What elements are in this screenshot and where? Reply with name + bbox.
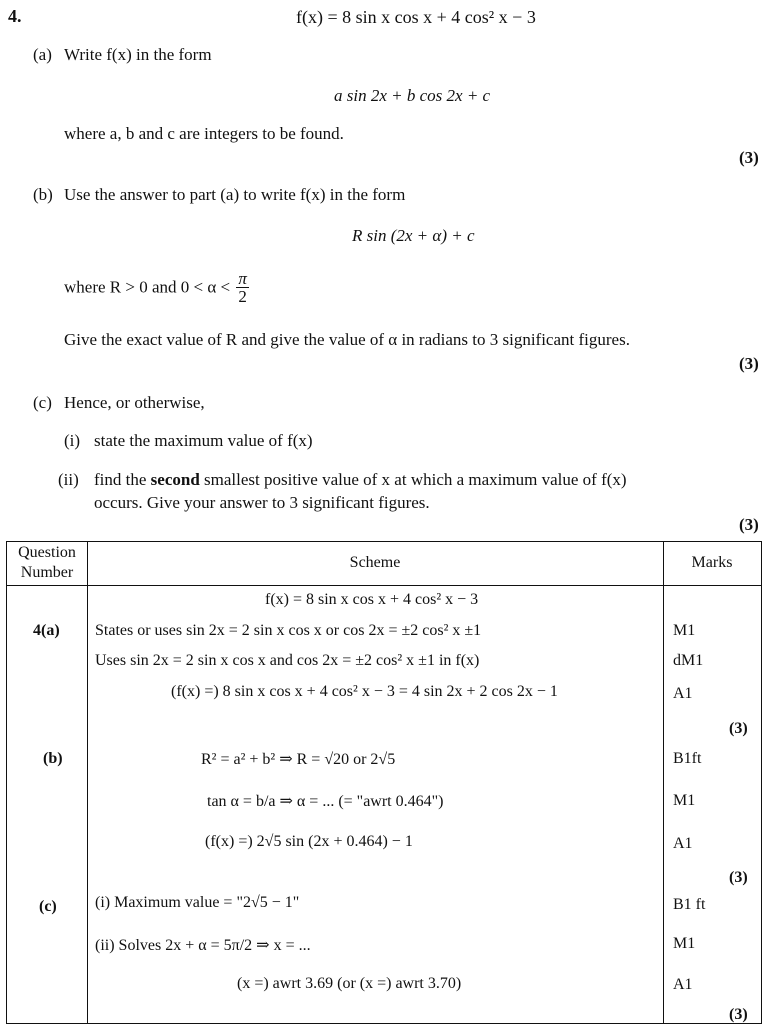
fraction-numerator: π bbox=[238, 269, 247, 288]
function-definition: f(x) = 8 sin x cos x + 4 cos² x − 3 bbox=[296, 7, 536, 27]
part-a-label: (a) bbox=[33, 45, 52, 64]
part-c-label: (c) bbox=[33, 393, 52, 412]
scheme-line-c1: (i) Maximum value = "2√5 − 1" bbox=[95, 894, 300, 911]
row-qnum-c: (c) bbox=[39, 898, 57, 915]
row-qnum-b: (b) bbox=[43, 750, 63, 767]
part-a-form: a sin 2x + b cos 2x + c bbox=[334, 86, 491, 105]
mark-b3: A1 bbox=[673, 835, 693, 852]
mark-a-total: (3) bbox=[729, 720, 748, 737]
scheme-line-b1: R² = a² + b² ⇒ R = √20 or 2√5 bbox=[201, 751, 396, 768]
mark-b1: B1ft bbox=[673, 750, 702, 767]
mark-a3: A1 bbox=[673, 685, 693, 702]
header-scheme: Scheme bbox=[349, 554, 401, 571]
part-b-where-text: where R > 0 and 0 < α < bbox=[64, 277, 231, 297]
mark-b-total: (3) bbox=[729, 869, 748, 886]
part-c-i-text: state the maximum value of f(x) bbox=[94, 431, 313, 450]
part-c-ii-post: smallest positive value of x at which a maximum value of f(x) bbox=[204, 470, 627, 489]
part-a-prompt: Write f(x) in the form bbox=[64, 45, 212, 64]
column-divider bbox=[663, 542, 664, 1023]
scheme-line-a2: Uses sin 2x = 2 sin x cos x and cos 2x = ±2 cos² x ±1 in f(x) bbox=[95, 652, 480, 669]
scheme-line-function: f(x) = 8 sin x cos x + 4 cos² x − 3 bbox=[265, 591, 479, 608]
mark-c1: B1 ft bbox=[673, 896, 706, 913]
mark-c3: A1 bbox=[673, 976, 693, 993]
scheme-line-a3: (f(x) =) 8 sin x cos x + 4 cos² x − 3 = 4 sin 2x + 2 cos 2x − 1 bbox=[171, 683, 558, 700]
part-c-ii-text bbox=[94, 470, 627, 490]
header-divider bbox=[7, 585, 761, 586]
part-a-marks: (3) bbox=[739, 148, 759, 167]
part-b-form: R sin (2x + α) + c bbox=[352, 226, 475, 245]
row-qnum-4a: 4(a) bbox=[33, 622, 60, 639]
part-c-i-label: (i) bbox=[64, 431, 81, 450]
part-b-where bbox=[64, 270, 251, 305]
part-c-intro: Hence, or otherwise, bbox=[64, 393, 205, 412]
mark-scheme-table bbox=[6, 541, 762, 1024]
header-marks: Marks bbox=[691, 554, 733, 571]
part-b-give: Give the exact value of R and give the value of α in radians to 3 significant figures. bbox=[64, 330, 630, 349]
part-a-where: where a, b and c are integers to be found. bbox=[64, 124, 344, 143]
part-b-marks: (3) bbox=[739, 354, 759, 373]
mark-a2: dM1 bbox=[673, 652, 704, 669]
part-c-ii-bold: second bbox=[150, 470, 200, 489]
part-c-ii-label: (ii) bbox=[58, 470, 79, 489]
scheme-line-a1: States or uses sin 2x = 2 sin x cos x or cos 2x = ±2 cos² x ±1 bbox=[95, 622, 482, 639]
scheme-line-c2: (ii) Solves 2x + α = 5π/2 ⇒ x = ... bbox=[95, 937, 311, 954]
pi-over-2-fraction bbox=[236, 270, 249, 305]
mark-a1: M1 bbox=[673, 622, 696, 639]
part-b-label: (b) bbox=[33, 185, 53, 204]
part-b-prompt: Use the answer to part (a) to write f(x) in the form bbox=[64, 185, 406, 204]
part-c-ii-line2: occurs. Give your answer to 3 significant figures. bbox=[94, 493, 430, 512]
fraction-denominator: 2 bbox=[238, 287, 247, 306]
part-c-ii-pre: find the bbox=[94, 470, 147, 489]
question-number: 4. bbox=[8, 6, 22, 26]
column-divider bbox=[87, 542, 88, 1023]
mark-b2: M1 bbox=[673, 792, 696, 809]
part-c-marks: (3) bbox=[739, 515, 759, 534]
header-question-number-line1: Question bbox=[18, 544, 76, 561]
scheme-line-c3: (x =) awrt 3.69 (or (x =) awrt 3.70) bbox=[237, 975, 462, 992]
mark-c-total: (3) bbox=[729, 1006, 748, 1023]
header-question-number-line2: Number bbox=[20, 564, 74, 581]
scheme-line-b2: tan α = b/a ⇒ α = ... (= "awrt 0.464") bbox=[207, 793, 444, 810]
mark-c2: M1 bbox=[673, 935, 696, 952]
scheme-line-b3: (f(x) =) 2√5 sin (2x + 0.464) − 1 bbox=[205, 833, 413, 850]
